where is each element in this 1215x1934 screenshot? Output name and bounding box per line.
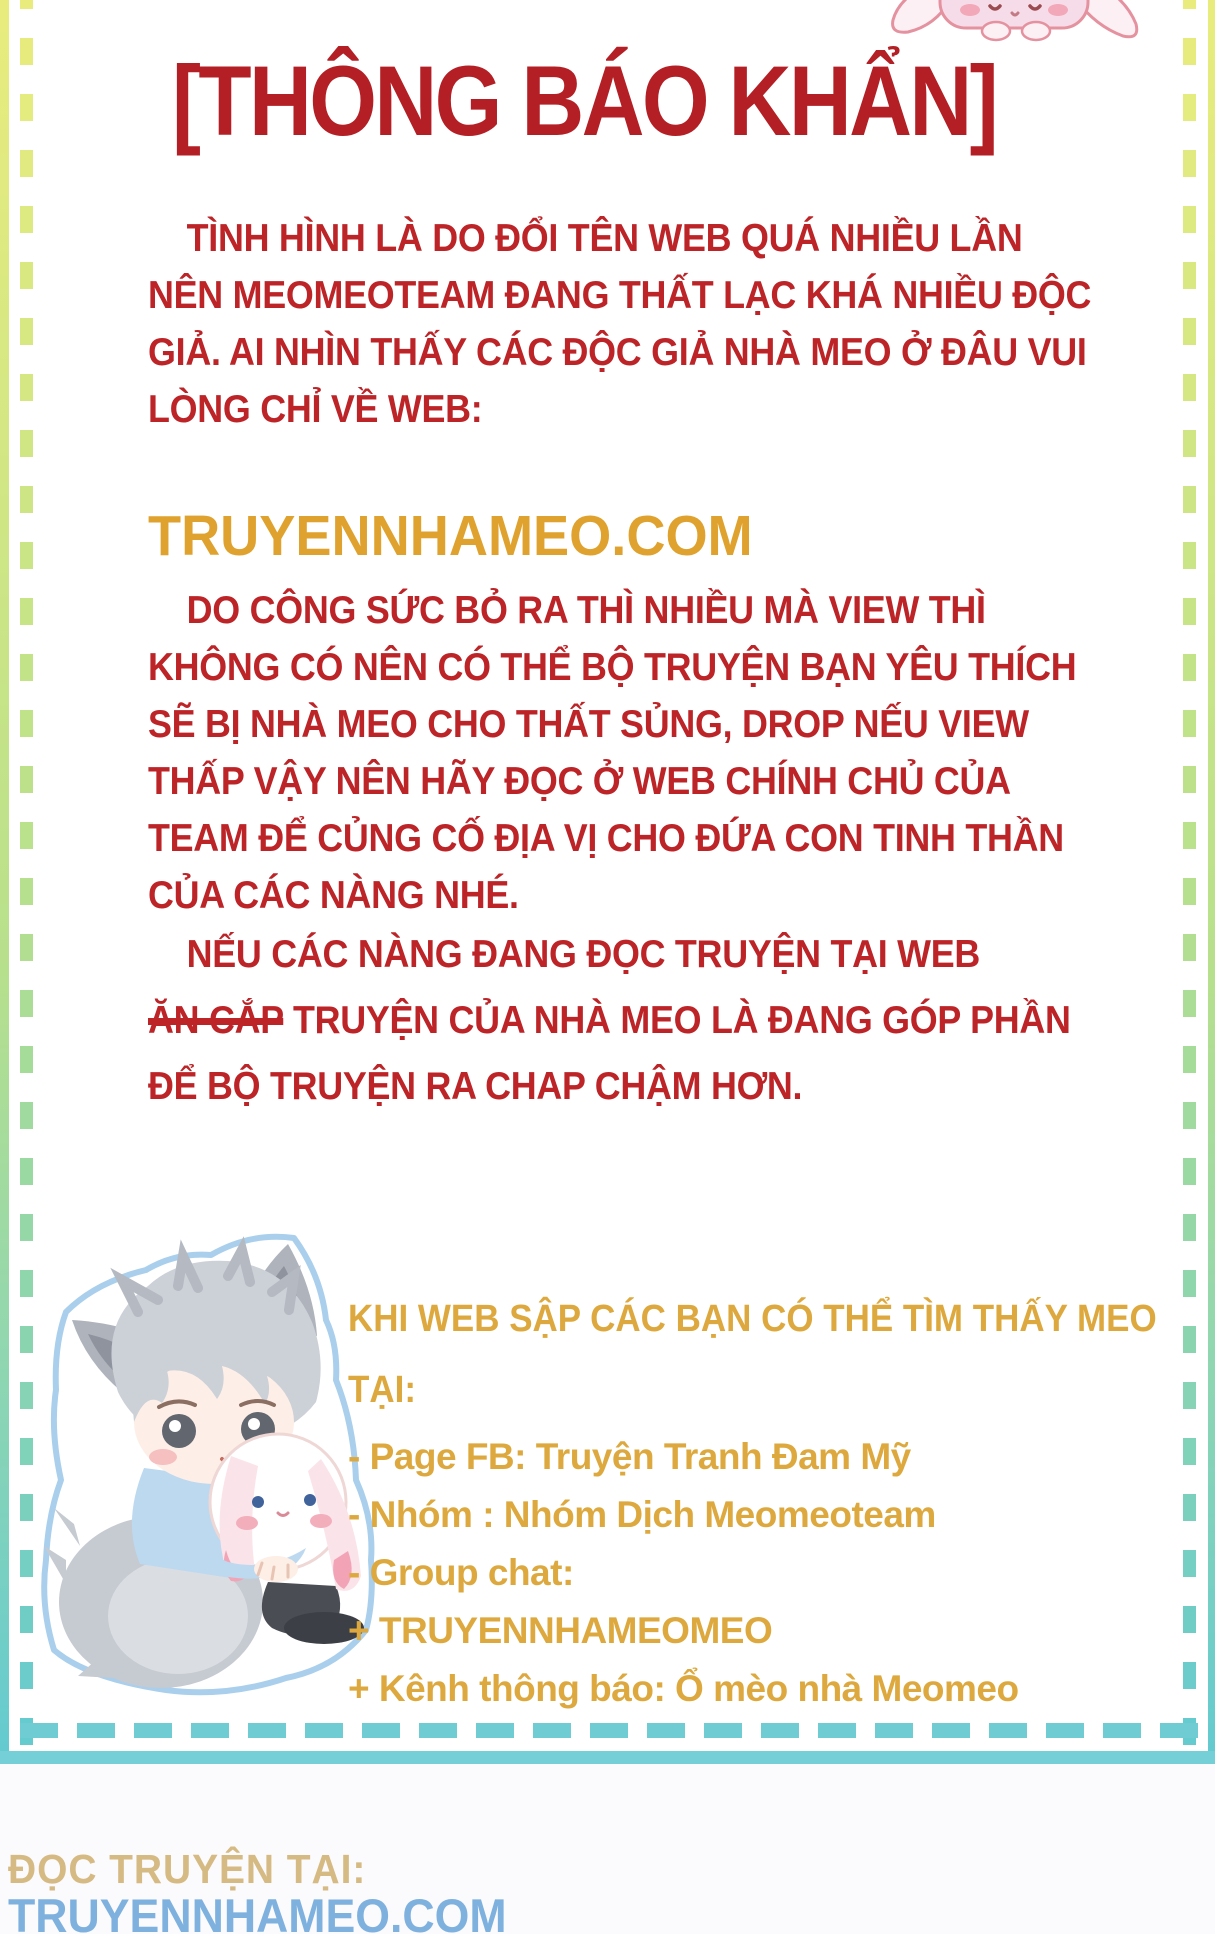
border-dash xyxy=(20,430,33,457)
border-dash xyxy=(20,486,33,513)
contact-list xyxy=(348,1438,1215,1708)
border-dash xyxy=(1183,766,1196,793)
border-dash xyxy=(1183,0,1196,9)
contact-item-group-chat-name: + TRUYENNHAMEOMEO xyxy=(348,1610,773,1651)
border-dash xyxy=(20,822,33,849)
border-dash xyxy=(20,94,33,121)
border-dash xyxy=(1183,654,1196,681)
border-dash xyxy=(20,38,33,65)
border-dash xyxy=(20,654,33,681)
border-dash xyxy=(1183,990,1196,1017)
border-dash xyxy=(1183,1102,1196,1129)
paragraph-2: DO CÔNG SỨC BỎ RA THÌ NHIỀU MÀ VIEW THÌ KHÔNG CÓ NÊN CÓ THỂ BỘ TRUYỆN BẠN YÊU THÍCH SẼ BỊ NHÀ MEO CHO THẤT SỦNG, DROP NẾU VIEW THẤP VẬY NÊN HÃY ĐỌC Ở WEB CHÍNH CHỦ CỦA TEAM ĐỂ CỦNG CỐ ĐỊA VỊ CHO ĐỨA CON TINH THẦN CỦA CÁC NÀNG NHÉ. xyxy=(148,589,1077,917)
chibi-wolf-boy-illustration xyxy=(26,1230,394,1710)
border-dash xyxy=(1183,430,1196,457)
border-dash xyxy=(20,710,33,737)
border-dash xyxy=(20,374,33,401)
border-dash xyxy=(20,262,33,289)
contact-item-group: - Nhóm : Nhóm Dịch Meomeoteam xyxy=(348,1494,936,1535)
border-dash xyxy=(1183,38,1196,65)
border-dash xyxy=(20,206,33,233)
footer-url: TRUYENNHAMEO.COM xyxy=(8,1889,507,1934)
strikethrough-text: ĂN CẮP xyxy=(148,999,284,1042)
left-edge-gradient-strip xyxy=(0,0,9,1763)
paragraph-1: TÌNH HÌNH LÀ DO ĐỔI TÊN WEB QUÁ NHIỀU LẦN NÊN MEOMEOTEAM ĐANG THẤT LẠC KHÁ NHIỀU ĐỘC GIẢ. AI NHÌN THẤY CÁC ĐỘC GIẢ NHÀ MEO Ở ĐÂU VUI LÒNG CHỈ VỀ WEB: xyxy=(148,217,1092,431)
border-dash xyxy=(1183,318,1196,345)
border-dash xyxy=(191,1723,229,1738)
border-dash xyxy=(20,766,33,793)
border-dash xyxy=(1183,878,1196,905)
contact-item-facebook-page: - Page FB: Truyện Tranh Đam Mỹ xyxy=(348,1436,911,1477)
border-dash xyxy=(1183,94,1196,121)
border-dash xyxy=(20,878,33,905)
border-dash xyxy=(20,598,33,625)
contact-item-announcement-channel: + Kênh thông báo: Ổ mèo nhà Meomeo xyxy=(348,1668,1019,1709)
border-dash xyxy=(1183,710,1196,737)
border-dash xyxy=(20,542,33,569)
paragraph-3 xyxy=(148,922,1123,1120)
border-dash xyxy=(20,1046,33,1073)
border-dash xyxy=(134,1723,172,1738)
border-dash xyxy=(1183,542,1196,569)
page-title: [THÔNG BÁO KHẨN] xyxy=(172,45,997,156)
border-dash xyxy=(1183,206,1196,233)
border-dash xyxy=(20,0,33,9)
website-name: TRUYENNHAMEO.COM xyxy=(148,504,753,568)
border-dash xyxy=(1183,374,1196,401)
border-dash xyxy=(1183,262,1196,289)
border-dash xyxy=(1183,486,1196,513)
contact-item-group-chat: - Group chat: xyxy=(348,1552,574,1593)
border-dash xyxy=(1183,822,1196,849)
border-dash xyxy=(248,1723,286,1738)
paragraph-3-intro: NẾU CÁC NÀNG ĐANG ĐỌC TRUYỆN TẠI WEB xyxy=(186,933,981,976)
border-dash xyxy=(20,934,33,961)
border-dash xyxy=(1183,934,1196,961)
contact-info-block xyxy=(348,1284,1215,1728)
border-dash xyxy=(20,990,33,1017)
border-dash xyxy=(77,1723,115,1738)
border-dash xyxy=(1183,150,1196,177)
border-dash xyxy=(20,318,33,345)
contact-heading: KHI WEB SẬP CÁC BẠN CÓ THỂ TÌM THẤY MEO TẠI: xyxy=(348,1298,1157,1411)
border-dash xyxy=(20,1723,58,1738)
border-dash xyxy=(1183,1214,1196,1241)
border-dash xyxy=(20,150,33,177)
paragraph-3-rest: TRUYỆN CỦA NHÀ MEO LÀ ĐANG GÓP PHẦN ĐỂ BỘ TRUYỆN RA CHAP CHẬM HƠN. xyxy=(148,999,1071,1108)
border-dash xyxy=(20,1102,33,1129)
border-dash xyxy=(1183,598,1196,625)
footer-label: ĐỌC TRUYỆN TẠI: xyxy=(8,1846,367,1892)
border-dash xyxy=(20,1158,33,1185)
border-dash xyxy=(1183,1046,1196,1073)
bottom-teal-bar xyxy=(0,1751,1215,1764)
border-dash xyxy=(1183,1158,1196,1185)
border-dash xyxy=(305,1723,343,1738)
